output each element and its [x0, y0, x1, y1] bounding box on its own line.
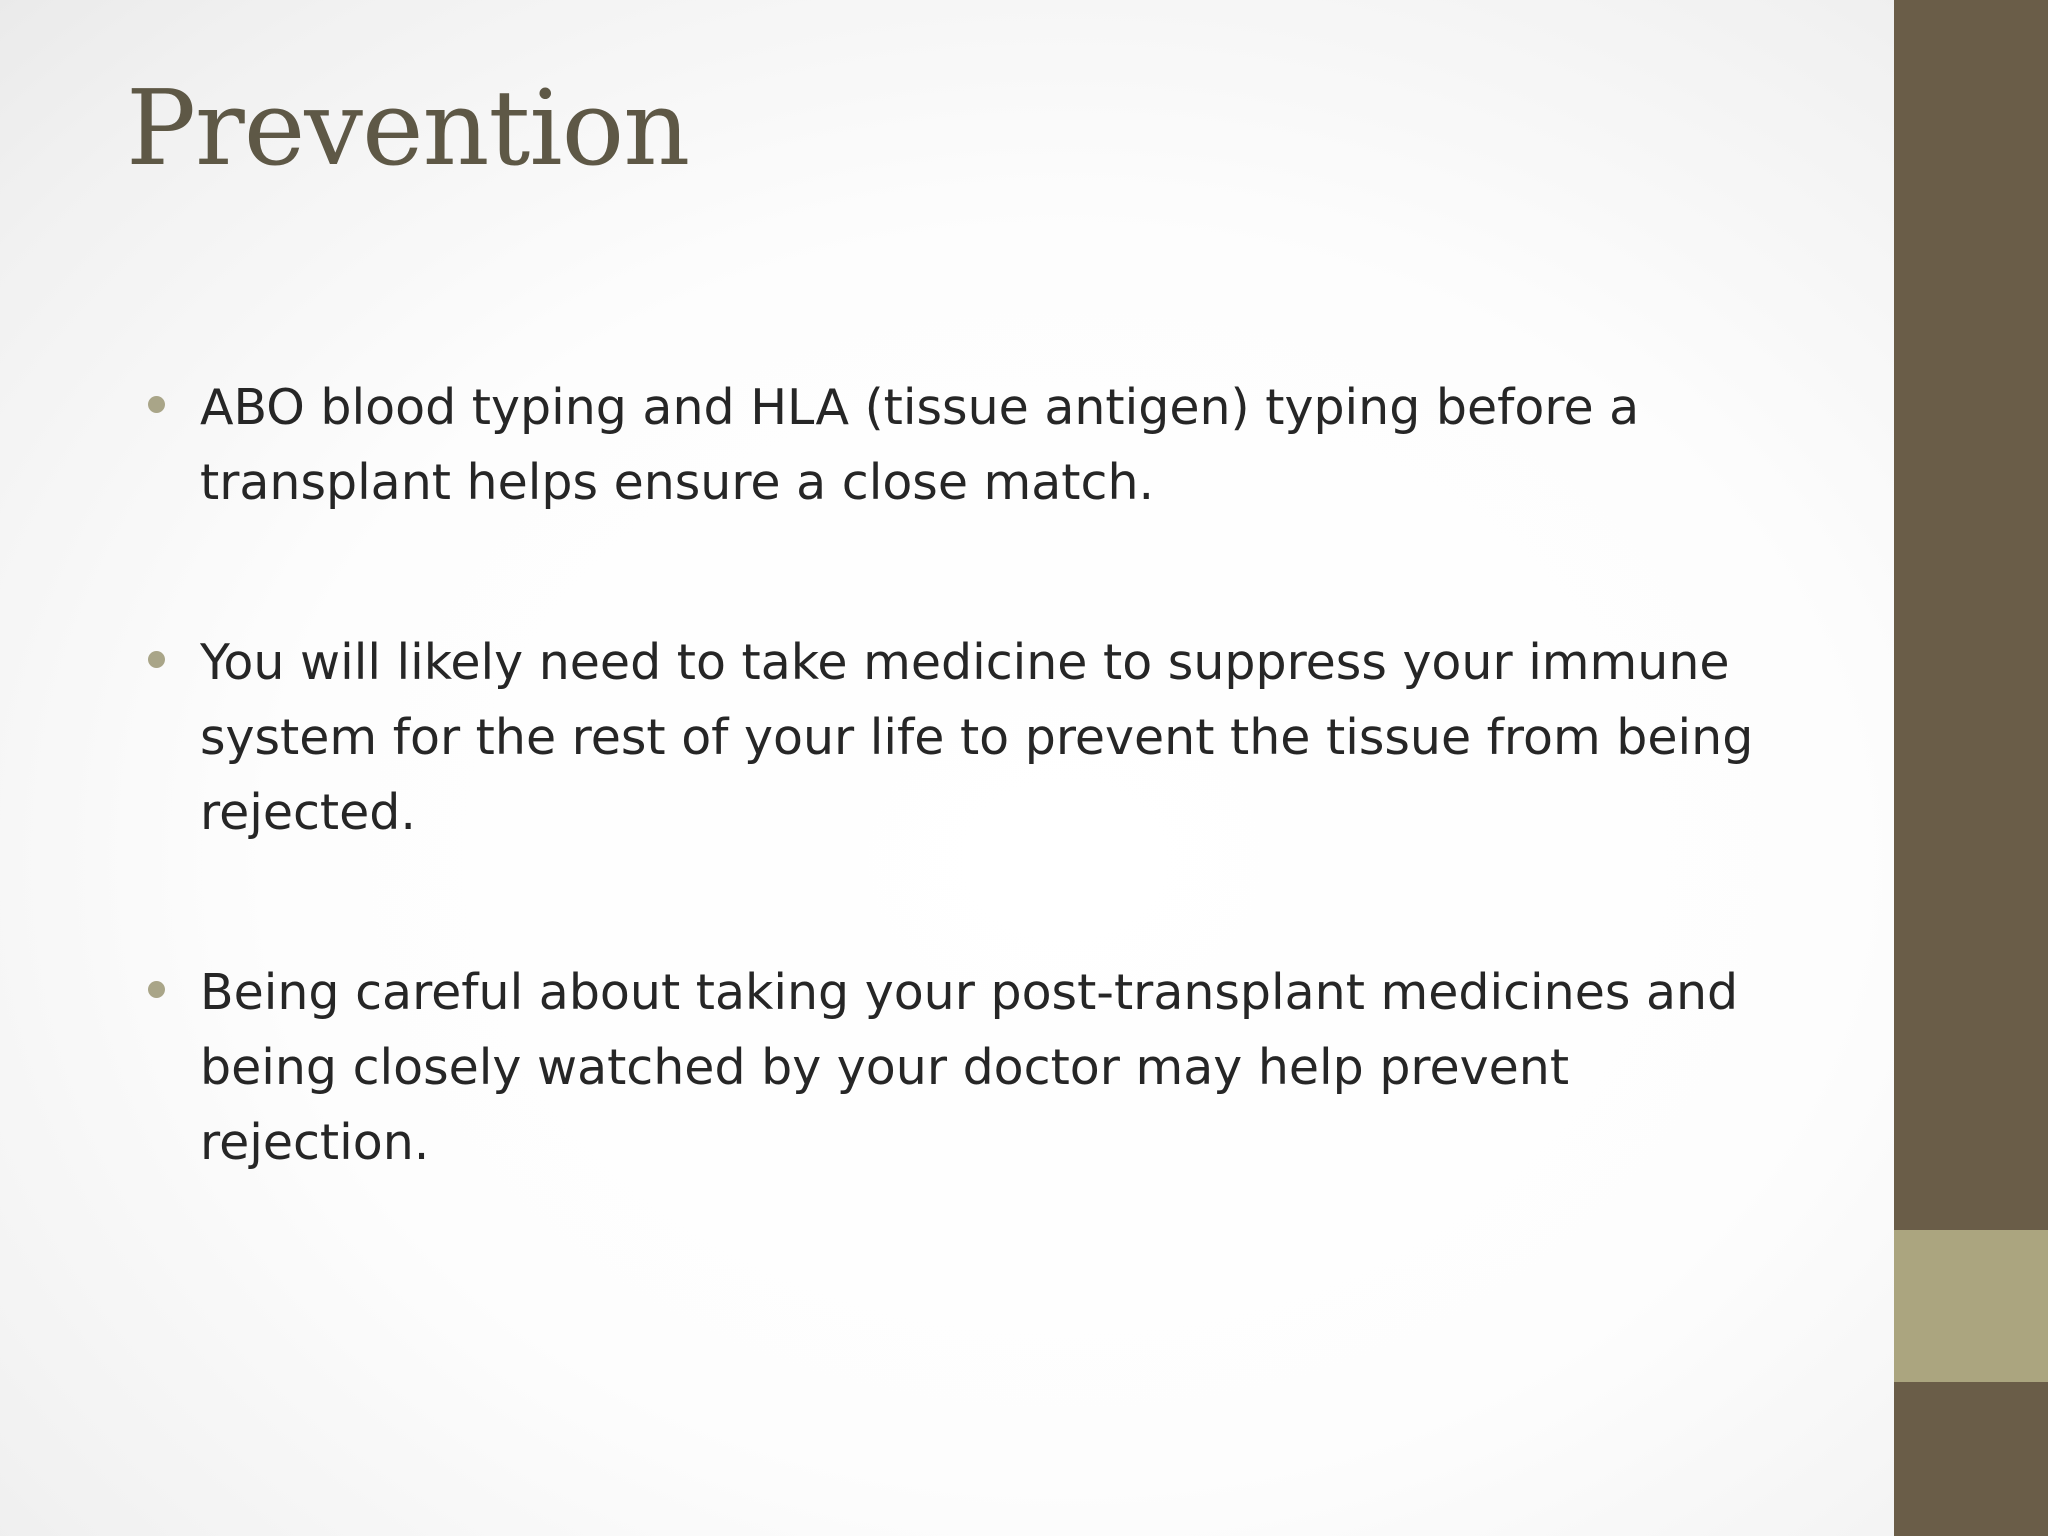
bullet-dot-icon: [148, 651, 165, 668]
side-bar-accent: [1894, 1230, 2048, 1382]
bullet-list: [146, 370, 1796, 1180]
bullet-text: ABO blood typing and HLA (tissue antigen) typing before a transplant helps ensure a close match.: [200, 379, 1640, 511]
bullet-text: You will likely need to take medicine to suppress your immune system for the rest of your life to prevent the tissue from being rejected.: [200, 634, 1754, 841]
bullet-item: [146, 955, 1796, 1180]
bullet-dot-icon: [148, 396, 165, 413]
bullet-item: [146, 370, 1796, 520]
slide-title: Prevention: [126, 67, 690, 189]
bullet-dot-icon: [148, 981, 165, 998]
bullet-text: Being careful about taking your post-transplant medicines and being closely watched by your doctor may help prevent rejection.: [200, 964, 1739, 1171]
bullet-item: [146, 625, 1796, 850]
